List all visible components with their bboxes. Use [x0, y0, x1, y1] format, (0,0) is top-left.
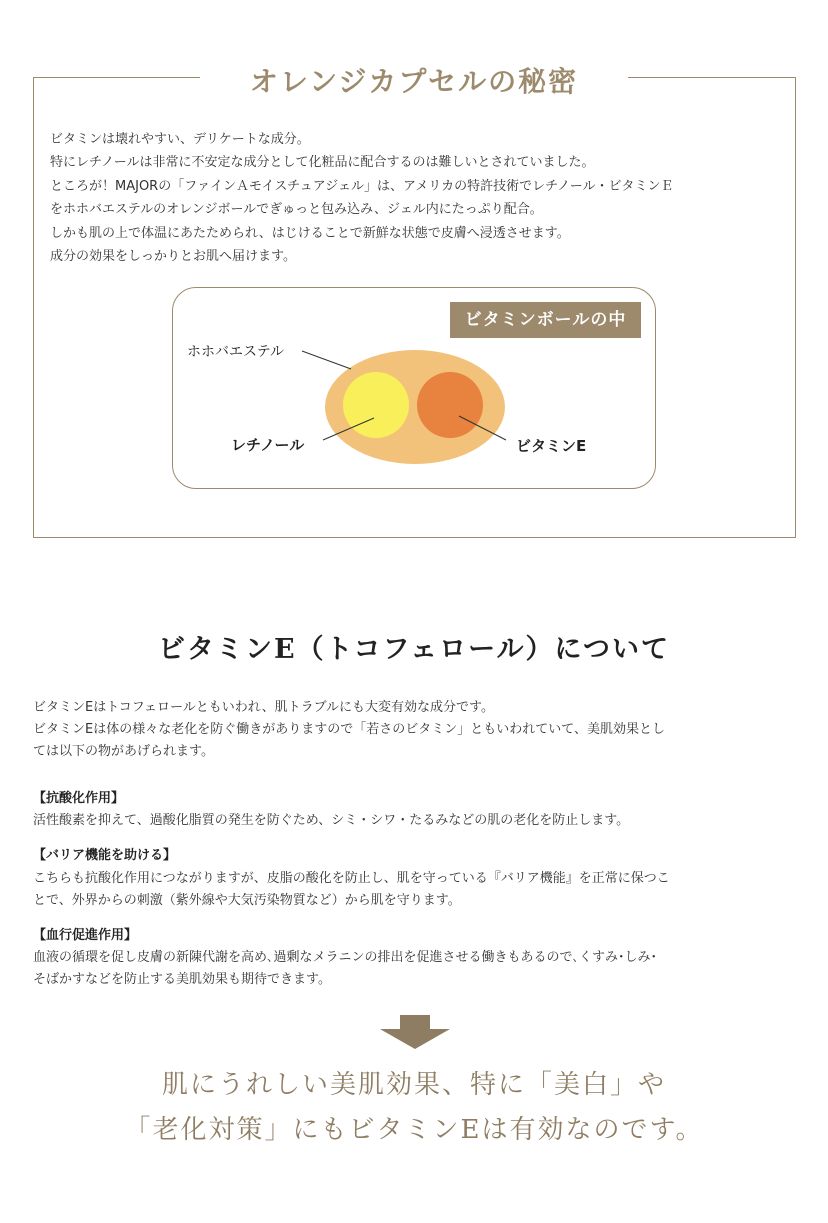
jojoba-ester-label: ホホバエステル — [187, 344, 285, 360]
barrier-heading: 【バリア機能を助ける】 — [33, 848, 177, 863]
effect-line: そばかすなどを防止する美肌効果も期待できます。 — [33, 972, 331, 987]
conclusion-line-1: 肌にうれしい美肌効果、特に「美白」や — [161, 1070, 666, 1100]
effect-line: とで、外界からの刺激（紫外線や大気汚染物質など）から肌を守ります。 — [33, 893, 461, 908]
retinol-label: レチノール — [231, 436, 305, 454]
vitamin-e-intro-line: ビタミンEはトコフェロールともいわれ、肌トラブルにも大変有効な成分です。 — [33, 700, 495, 715]
conclusion-line-2: 「老化対策」にもビタミンEは有効なのです。 — [124, 1115, 704, 1145]
intro-line: 成分の効果をしっかりとお肌へ届けます。 — [50, 249, 296, 265]
antioxidant-heading: 【抗酸化作用】 — [33, 791, 125, 806]
capsule-section-title: オレンジカプセルの秘密 — [200, 60, 628, 104]
circulation-body — [33, 947, 797, 991]
intro-line: しかも肌の上で体温にあたためられ、はじけることで新鮮な状態で皮膚へ浸透させます。 — [50, 225, 570, 241]
intro-line: ビタミンは壊れやすい、デリケートな成分。 — [50, 132, 310, 147]
vitamin-ball-badge: ビタミンボールの中 — [450, 302, 641, 338]
vitamin-e-intro — [33, 697, 797, 763]
vitamin-ball-diagram — [172, 287, 656, 489]
down-arrow-icon — [380, 1015, 450, 1049]
vitamin-e-core — [417, 372, 483, 438]
circulation-heading: 【血行促進作用】 — [33, 928, 138, 943]
vitamin-e-intro-line: ビタミンEは体の様々な老化を防ぐ働きがありますので「若さのビタミン」ともいわれていて、美肌効果とし — [33, 722, 665, 737]
effect-line: こちらも抗酸化作用につながりますが、皮脂の酸化を防止し、肌を守っている『バリア機能』を正常に保つこ — [33, 871, 670, 886]
intro-line: ところが！MAJORの「ファインＡモイスチュアジェル」は、アメリカの特許技術でレチノール・ビタミンＥ — [50, 178, 674, 194]
vitamin-e-section-title: ビタミンE（トコフェロール）について — [157, 634, 671, 665]
jojoba-leader-line — [302, 351, 351, 369]
vitamin-e-intro-line: ては以下の物があげられます。 — [33, 744, 214, 759]
intro-line: をホホバエステルのオレンジボールでぎゅっと包み込み、ジェル内にたっぷり配合。 — [50, 202, 543, 218]
intro-line: 特にレチノールは非常に不安定な成分として化粧品に配合するのは難しいとされていました。 — [50, 155, 595, 171]
antioxidant-body — [33, 810, 797, 832]
vitamin-e-label: ビタミンE — [516, 437, 587, 455]
capsule-intro — [50, 128, 790, 268]
barrier-body — [33, 868, 797, 912]
effect-line: 血液の循環を促し皮膚の新陳代謝を高め､過剰なメラニンの排出を促進させる働きもあるので､くすみ･しみ･ — [33, 950, 658, 965]
effect-line: 活性酸素を抑えて、過酸化脂質の発生を防ぐため、シミ・シワ・たるみなどの肌の老化を防止します。 — [33, 813, 630, 828]
retinol-core — [343, 372, 409, 438]
